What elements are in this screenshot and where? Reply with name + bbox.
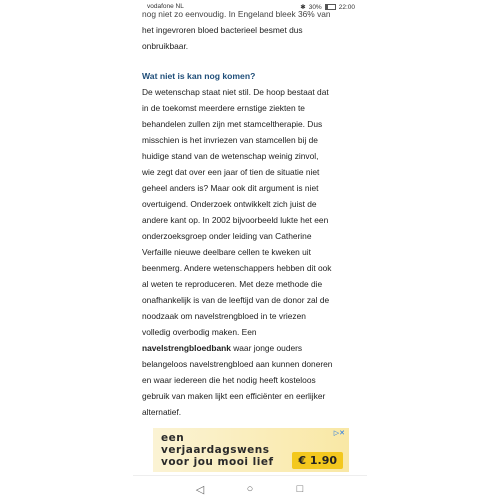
text-line: geheel anders is? Maar ook dit argument is niet — [142, 183, 319, 193]
text-line: nog niet zo eenvoudig. In Engeland bleek 36% van — [142, 9, 331, 19]
battery-percent: 30% — [308, 3, 322, 11]
section-heading: Wat niet is kan nog komen? — [142, 71, 256, 81]
text-line: belangeloos navelstrengbloed aan kunnen doneren — [142, 359, 333, 369]
ad-line-2: verjaardagswens — [161, 444, 270, 456]
carrier-label: vodafone NL — [147, 3, 184, 10]
text-line: in de toekomst meerdere ernstige ziekten te — [142, 103, 305, 113]
text-line: Verfaille nieuwe deelbare cellen te kweken uit — [142, 247, 311, 257]
bold-suffix: waar jonge ouders — [230, 343, 303, 353]
article-content — [142, 3, 358, 420]
text-line: al weten te reproduceren. Met deze methode die — [142, 279, 323, 289]
ad-line-1: een — [161, 432, 185, 444]
text-line: De wetenschap staat niet stil. De hoop bestaat dat — [142, 87, 329, 97]
navigation-bar — [133, 475, 367, 500]
text-line: behandelen zullen zijn met stamceltherapie. Dus — [142, 119, 323, 129]
text-line: onafhankelijk is van de leeftijd van de donor zal de — [142, 295, 330, 305]
ad-line-3: voor jou mooi lief — [161, 456, 274, 468]
home-icon[interactable]: ○ — [246, 483, 254, 495]
text-line: wie zegt dat over een jaar of tien de situatie niet — [142, 167, 320, 177]
clock: 22:00 — [338, 3, 355, 11]
text-line: het ingevroren bloed bacterieel besmet dus — [142, 25, 303, 35]
back-icon[interactable]: ◁ — [195, 483, 205, 496]
text-line: onderzoeksgroep onder leiding van Catherine — [142, 231, 312, 241]
body-paragraph — [142, 84, 358, 420]
text-line: volledig overbodig maken. Een — [142, 327, 257, 337]
ad-banner[interactable] — [153, 428, 349, 472]
text-line: en waar iedereen die het nodig heeft kosteloos — [142, 375, 316, 385]
recents-icon[interactable]: □ — [296, 483, 304, 495]
ad-text — [161, 432, 274, 468]
intro-paragraph — [142, 3, 358, 54]
text-line: andere kant op. In 2002 bijvoorbeeld lukte het een — [142, 215, 329, 225]
bold-term: navelstrengbloedbank — [142, 343, 231, 353]
text-line: misschien is het invriezen van stamcellen bij de — [142, 135, 318, 145]
text-line: gebruik van maken lijkt een efficiënter en eerlijker — [142, 391, 326, 401]
adchoices-icon[interactable]: ▷✕ — [333, 430, 345, 437]
text-line: onbruikbaar. — [142, 41, 189, 51]
text-line: noodzaak om navelstrengbloed in te vriezen — [142, 311, 306, 321]
ad-price: € 1.90 — [292, 452, 343, 469]
bluetooth-icon: ✱ — [300, 4, 306, 11]
text-line — [142, 340, 358, 356]
text-line: alternatief. — [142, 407, 182, 417]
phone-screen — [133, 0, 367, 500]
text-line: overtuigend. Onderzoek ontwikkelt zich juist de — [142, 199, 317, 209]
text-line: beenmerg. Andere wetenschappers hebben dit ook — [142, 263, 332, 273]
text-line: huidige stand van de wetenschap weinig zinvol, — [142, 151, 319, 161]
